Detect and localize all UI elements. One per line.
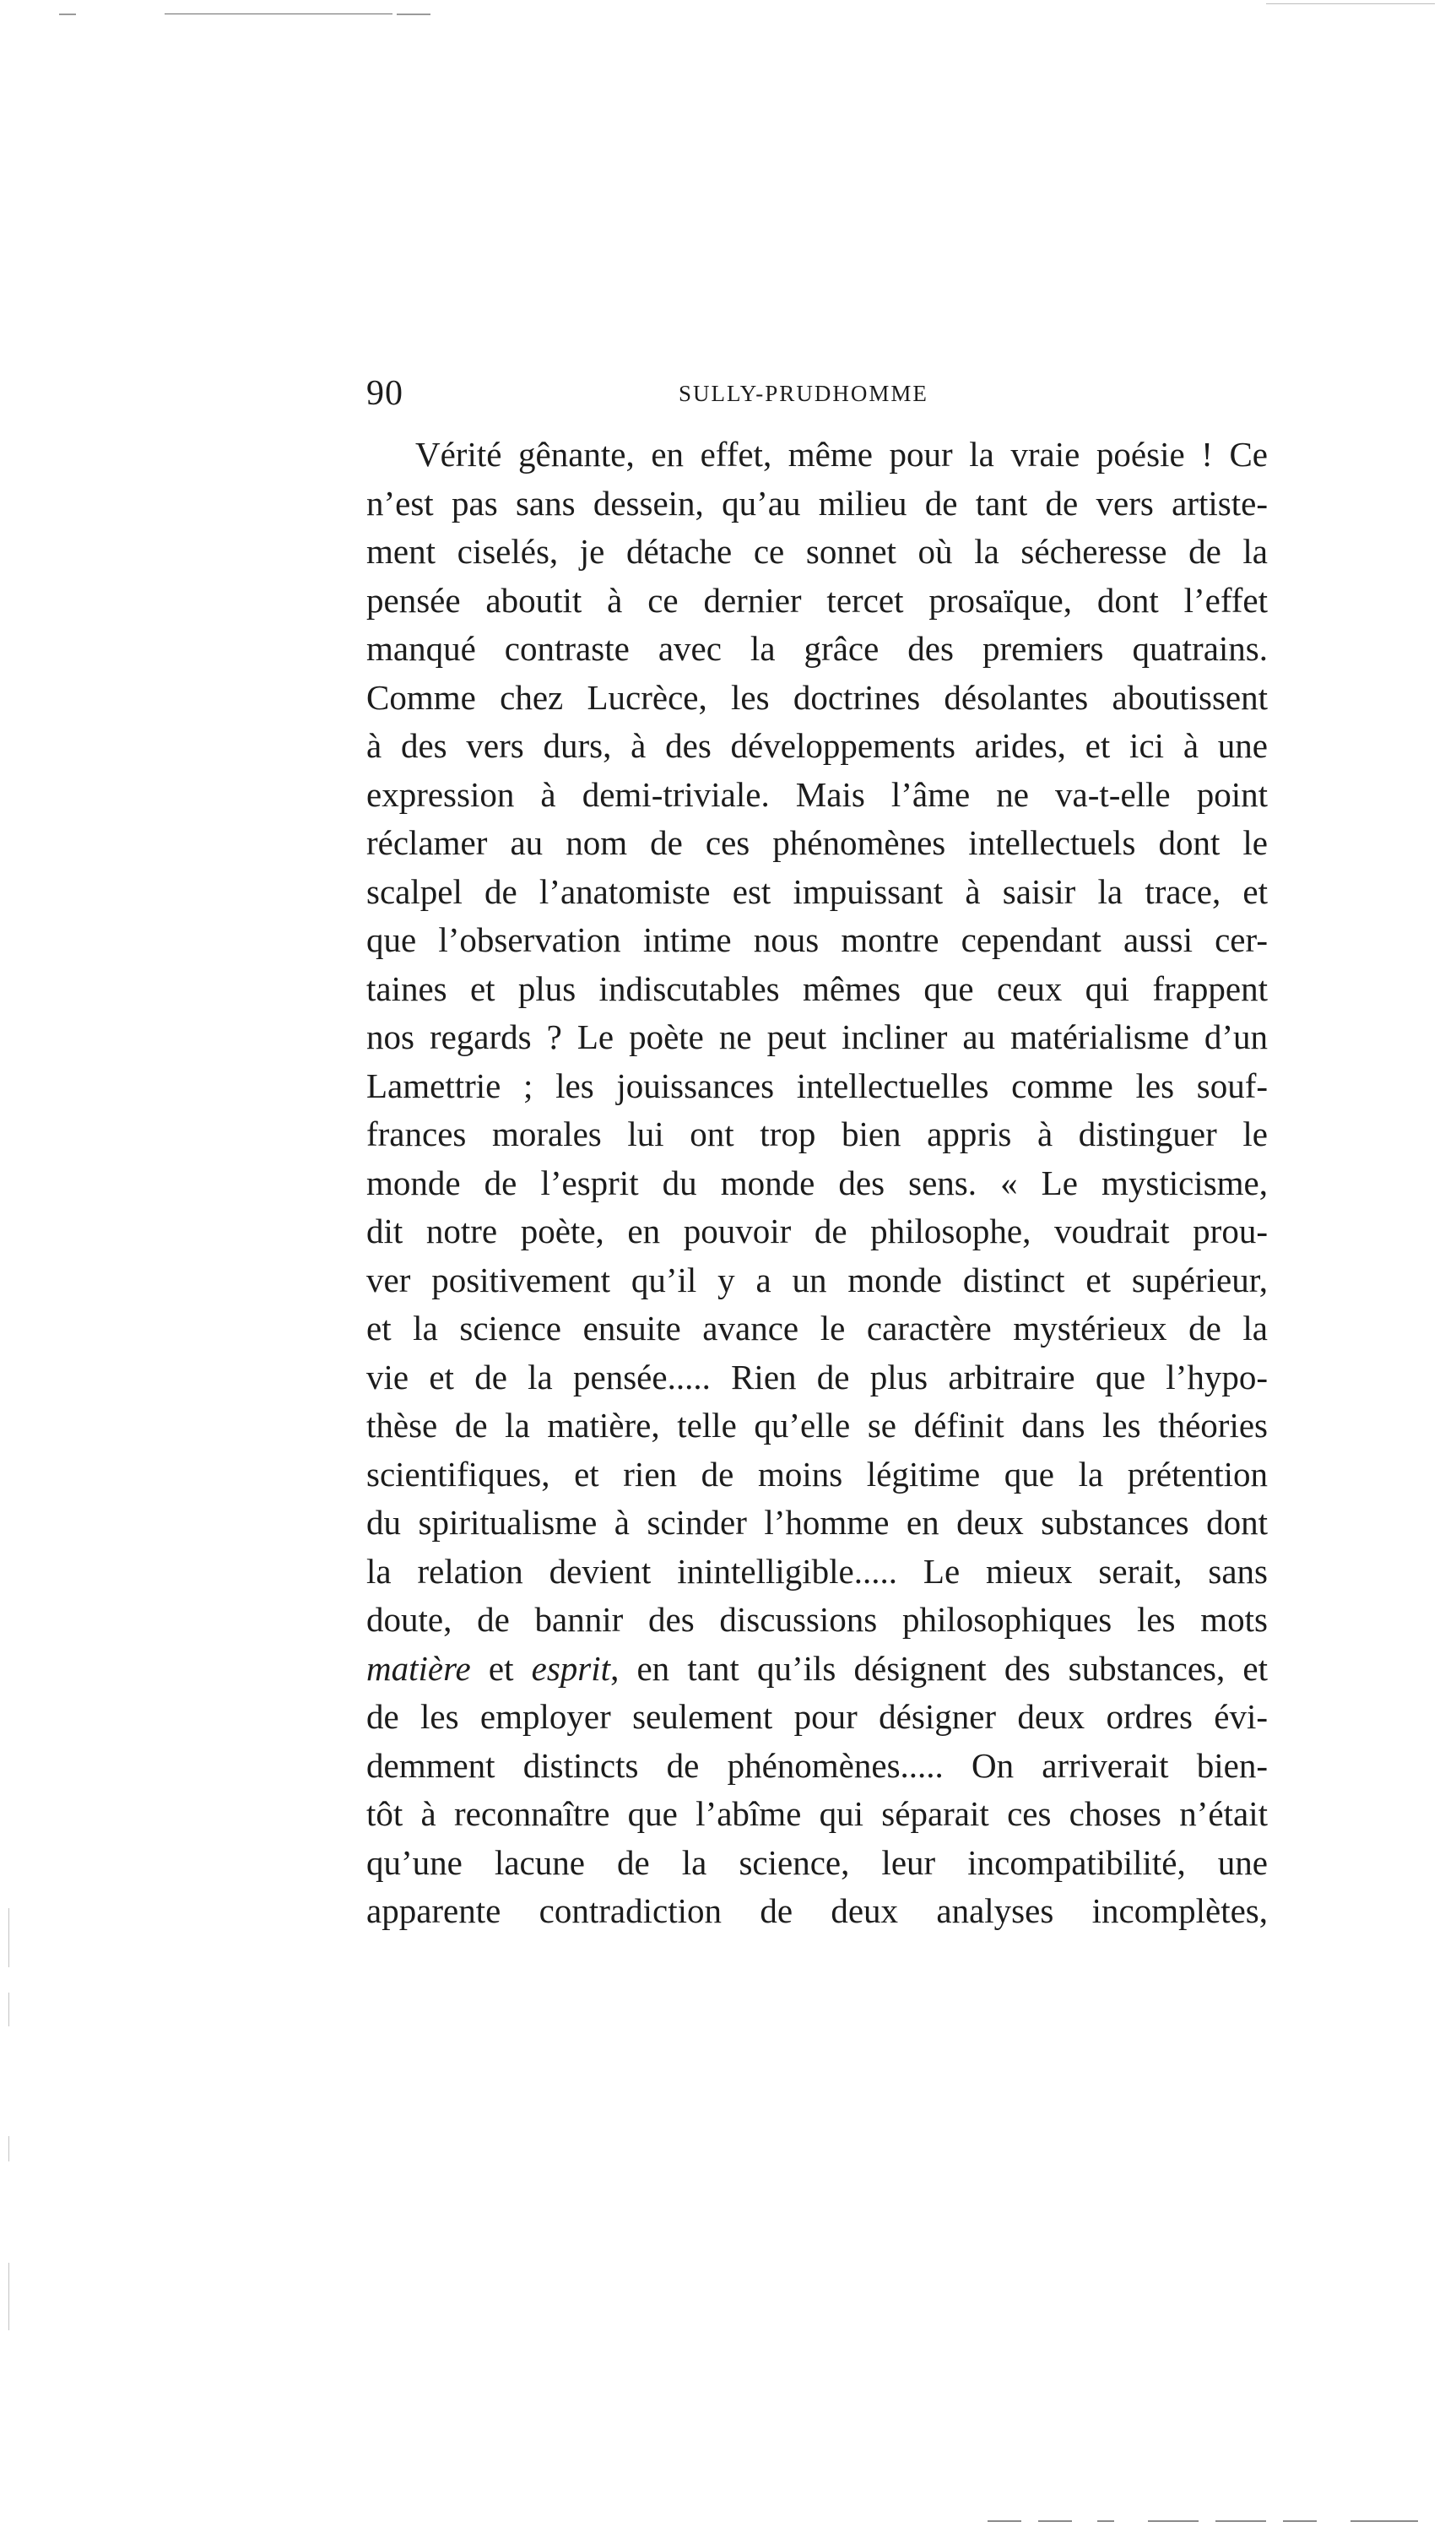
text-line: pensée aboutit à ce dernier tercet prosaïque, dont l’effet <box>366 580 1268 620</box>
scan-artifact <box>1097 2520 1114 2522</box>
italic-line-rest: , en tant qu’ils désignent des substances, et <box>610 1648 1269 1688</box>
text-line: scientifiques, et rien de moins légitime que la prétention <box>366 1454 1268 1494</box>
text-line: thèse de la matière, telle qu’elle se définit dans les théories <box>366 1406 1268 1445</box>
scan-artifact <box>1266 3 1435 4</box>
text-line: ver positivement qu’il y a un monde distinct et supérieur, <box>366 1260 1268 1299</box>
scan-artifact <box>1148 2520 1199 2522</box>
scan-artifact <box>8 2263 9 2330</box>
text-line: manqué contraste avec la grâce des premiers quatrains. <box>366 629 1268 668</box>
text-line: Vérité gênante, en effet, même pour la vraie poésie ! Ce <box>415 435 1268 474</box>
text-line: à des vers durs, à des développements arides, et ici à une <box>366 726 1268 765</box>
scan-artifact <box>1350 2520 1418 2522</box>
text-line: demment distincts de phénomènes..... On arriverait bien- <box>366 1745 1268 1785</box>
text-line: monde de l’esprit du monde des sens. « Le mysticisme, <box>366 1163 1268 1202</box>
text-line: réclamer au nom de ces phénomènes intellectuels dont le <box>366 823 1268 862</box>
text-line: du spiritualisme à scinder l’homme en deux substances dont <box>366 1503 1268 1542</box>
body-text <box>366 431 1268 1936</box>
text-line: de les employer seulement pour désigner deux ordres évi- <box>366 1697 1268 1736</box>
running-head <box>366 375 1268 412</box>
text-line: nos regards ? Le poète ne peut incliner au matérialisme d’un <box>366 1017 1268 1056</box>
text-line: qu’une lacune de la science, leur incompatibilité, une <box>366 1842 1268 1882</box>
text-line: apparente contradiction de deux analyses incomplètes, <box>366 1891 1268 1930</box>
text-line: tôt à reconnaître que l’abîme qui séparait ces choses n’était <box>366 1794 1268 1833</box>
italic-line-joiner: et <box>470 1648 532 1688</box>
italic-term-esprit: esprit <box>531 1648 611 1688</box>
scan-artifact <box>59 14 76 15</box>
text-line: Lamettrie ; les jouissances intellectuelles comme les souf- <box>366 1066 1268 1105</box>
scan-artifact <box>1038 2520 1072 2522</box>
text-line: vie et de la pensée..... Rien de plus arbitraire que l’hypo- <box>366 1357 1268 1396</box>
text-line: et la science ensuite avance le caractère mystérieux de la <box>366 1309 1268 1348</box>
scan-artifact <box>8 1993 9 2026</box>
text-line: dit notre poète, en pouvoir de philosophe, voudrait prou- <box>366 1212 1268 1250</box>
scan-artifact <box>988 2520 1021 2522</box>
text-line: doute, de bannir des discussions philosophiques les mots <box>366 1600 1268 1639</box>
scan-artifact <box>8 2136 9 2161</box>
running-title: SULLY-PRUDHOMME <box>679 381 928 406</box>
text-line: la relation devient inintelligible..... Le mieux serait, sans <box>366 1551 1268 1591</box>
scan-artifact <box>8 1908 9 1967</box>
scan-artifact <box>1283 2520 1317 2522</box>
text-line: expression à demi-triviale. Mais l’âme ne va-t-elle point <box>366 774 1268 814</box>
page-number: 90 <box>366 374 403 413</box>
text-line: frances morales lui ont trop bien appris à distinguer le <box>366 1114 1268 1153</box>
text-line: taines et plus indiscutables mêmes que ceux qui frappent <box>366 968 1268 1008</box>
text-line: que l’observation intime nous montre cependant aussi cer- <box>366 920 1268 959</box>
text-line: ment ciselés, je détache ce sonnet où la sécheresse de la <box>366 532 1268 571</box>
scan-artifact <box>1215 2520 1266 2522</box>
text-line: n’est pas sans dessein, qu’au milieu de tant de vers artiste- <box>366 483 1268 523</box>
text-line: scalpel de l’anatomiste est impuissant à saisir la trace, et <box>366 871 1268 911</box>
italic-term-matiere: matière <box>366 1648 471 1688</box>
text-line-italic-terms <box>366 1645 1268 1694</box>
text-line: Comme chez Lucrèce, les doctrines désolantes aboutissent <box>366 677 1268 717</box>
scan-artifact <box>397 14 430 15</box>
